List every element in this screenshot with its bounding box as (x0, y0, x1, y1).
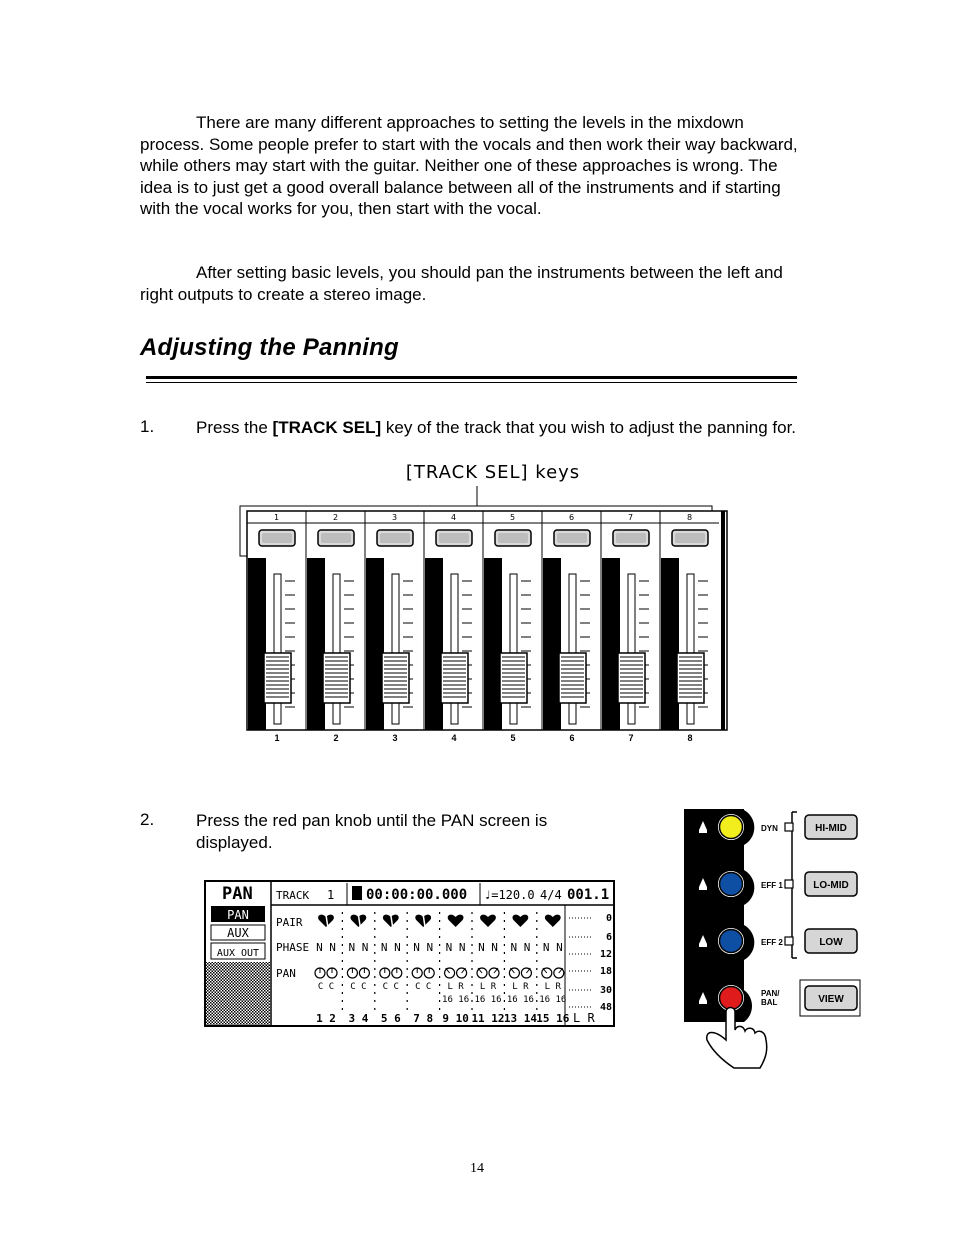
intro-paragraph: There are many different approaches to setting the levels in the mixdown process. Some people prefer to start with the vocals and then work their way backward, while others may start with the guitar. Neither one of these approaches is wrong. The idea is to just get a good overall balance between all of the instruments and if starting with the vocal works for you, then start with the vocal. (140, 113, 798, 219)
bar-readout: 001.1 (567, 887, 610, 903)
page-number: 14 (470, 1161, 484, 1176)
knob-label: EFF 1 (761, 881, 783, 890)
phase-value: N N (348, 941, 369, 954)
knob-label: PAN/ (761, 989, 780, 998)
rotary-knob[interactable] (720, 987, 743, 1010)
pan-amount: 16 16 (506, 995, 534, 1005)
time-readout: 00:00:00.000 (366, 887, 468, 903)
channel-bottom-number: 4 (451, 733, 457, 743)
track-number-pair: 7 8 (413, 1012, 434, 1025)
channel-top-number: 8 (686, 513, 693, 522)
rotary-knob[interactable] (720, 930, 743, 953)
channel-top-number: 6 (568, 513, 575, 522)
pan-value: C C (350, 982, 367, 992)
knob-label: BAL (761, 998, 778, 1007)
channel-bottom-number: 1 (274, 733, 280, 743)
channel-top-number: 2 (332, 513, 339, 522)
channel-bottom-number: 8 (687, 733, 693, 743)
channel-bottom-number: 6 (569, 733, 575, 743)
channel-top-number: 1 (273, 513, 280, 522)
meter-scale-label: 30 (599, 985, 612, 996)
panel-button-lo-mid[interactable] (805, 872, 857, 896)
phase-value: N N (510, 941, 531, 954)
panel-button-view[interactable] (800, 980, 860, 1016)
pan-value: C C (415, 982, 432, 992)
pan-value: L R (479, 982, 497, 992)
panel-button-label: VIEW (818, 994, 844, 1005)
panel-button-label: LOW (819, 937, 843, 948)
panel-button-low[interactable] (805, 929, 857, 953)
track-number-pair: 3 4 (348, 1012, 369, 1025)
phase-value: N N (542, 941, 563, 954)
track-number-pair: 15 16 (536, 1012, 570, 1025)
track-sel-key-name: [TRACK SEL] (272, 418, 382, 437)
track-number-pair: 11 12 (471, 1012, 505, 1025)
channel-top-number: 4 (450, 513, 457, 522)
pan-value: C C (382, 982, 399, 992)
meter-scale-label: 18 (599, 966, 612, 977)
meter-scale-label: 6 (605, 932, 612, 943)
pan-value: L R (447, 982, 464, 992)
lcd-title: PAN (222, 884, 253, 904)
rotary-knob[interactable] (720, 873, 743, 896)
channel-bottom-number: 7 (628, 733, 634, 743)
row-label-pair: PAIR (276, 916, 303, 929)
pan-value: L R (544, 982, 561, 992)
rotary-knob[interactable] (720, 816, 743, 839)
phase-value: N N (413, 941, 434, 954)
phase-value: N N (445, 941, 466, 954)
pan-amount: 16 16 (442, 995, 470, 1005)
step-2-number: 2. (140, 810, 155, 829)
step-1-text-before: Press the (196, 418, 273, 437)
row-label-pan: PAN (276, 967, 296, 980)
track-number-pair: 5 6 (380, 1012, 401, 1025)
track-number-pair: 13 14 (503, 1012, 537, 1025)
track-value: 1 (327, 888, 335, 902)
channel-bottom-number: 5 (510, 733, 516, 743)
channel-bottom-number: 3 (392, 733, 398, 743)
knob-label: DYN (761, 824, 778, 833)
panel-button-label: LO-MID (813, 880, 849, 891)
pan-amount: 16 16 (474, 995, 502, 1005)
knob-label: EFF 2 (761, 938, 783, 947)
meter-scale-label: 48 (599, 1002, 612, 1013)
step-2-text: Press the red pan knob until the PAN screen is displayed. (196, 811, 548, 852)
channel-bottom-number: 2 (333, 733, 339, 743)
track-sel-caption: [TRACK SEL] keys (405, 462, 581, 483)
channel-top-number: 7 (627, 513, 634, 522)
tempo-readout: ♩=120.0 (484, 888, 535, 902)
panel-button-label: HI-MID (815, 823, 847, 834)
menu-pan[interactable]: PAN (227, 908, 249, 922)
phase-value: N N (380, 941, 401, 954)
phase-value: N N (478, 941, 498, 954)
track-number-pair: 9 10 (442, 1012, 469, 1025)
meter-scale-label: 0 (605, 913, 612, 924)
pan-value: C C (317, 982, 335, 992)
track-label: TRACK (276, 889, 310, 902)
channel-top-number: 5 (509, 513, 516, 522)
track-number-pair: 1 2 (316, 1012, 336, 1025)
step-1-text-after: key of the track that you wish to adjust the panning for. (381, 418, 797, 437)
pan-amount: 16 16 (539, 995, 567, 1005)
signature-readout: 4/4 (540, 888, 562, 902)
step-1-number: 1. (140, 417, 155, 436)
panning-paragraph: After setting basic levels, you should pan the instruments between the left and right outputs to create a stereo image. (140, 263, 783, 304)
meter-scale-label: 12 (599, 949, 612, 960)
phase-value: N N (316, 941, 336, 954)
panel-button-hi-mid[interactable] (805, 815, 857, 839)
meter-footer: L R (573, 1011, 595, 1025)
section-heading: Adjusting the Panning (140, 334, 399, 361)
menu-aux-out[interactable]: AUX OUT (216, 948, 260, 959)
row-label-phase: PHASE (276, 941, 310, 954)
pan-value: L R (512, 982, 529, 992)
channel-top-number: 3 (391, 513, 398, 522)
menu-aux[interactable]: AUX (227, 926, 249, 940)
